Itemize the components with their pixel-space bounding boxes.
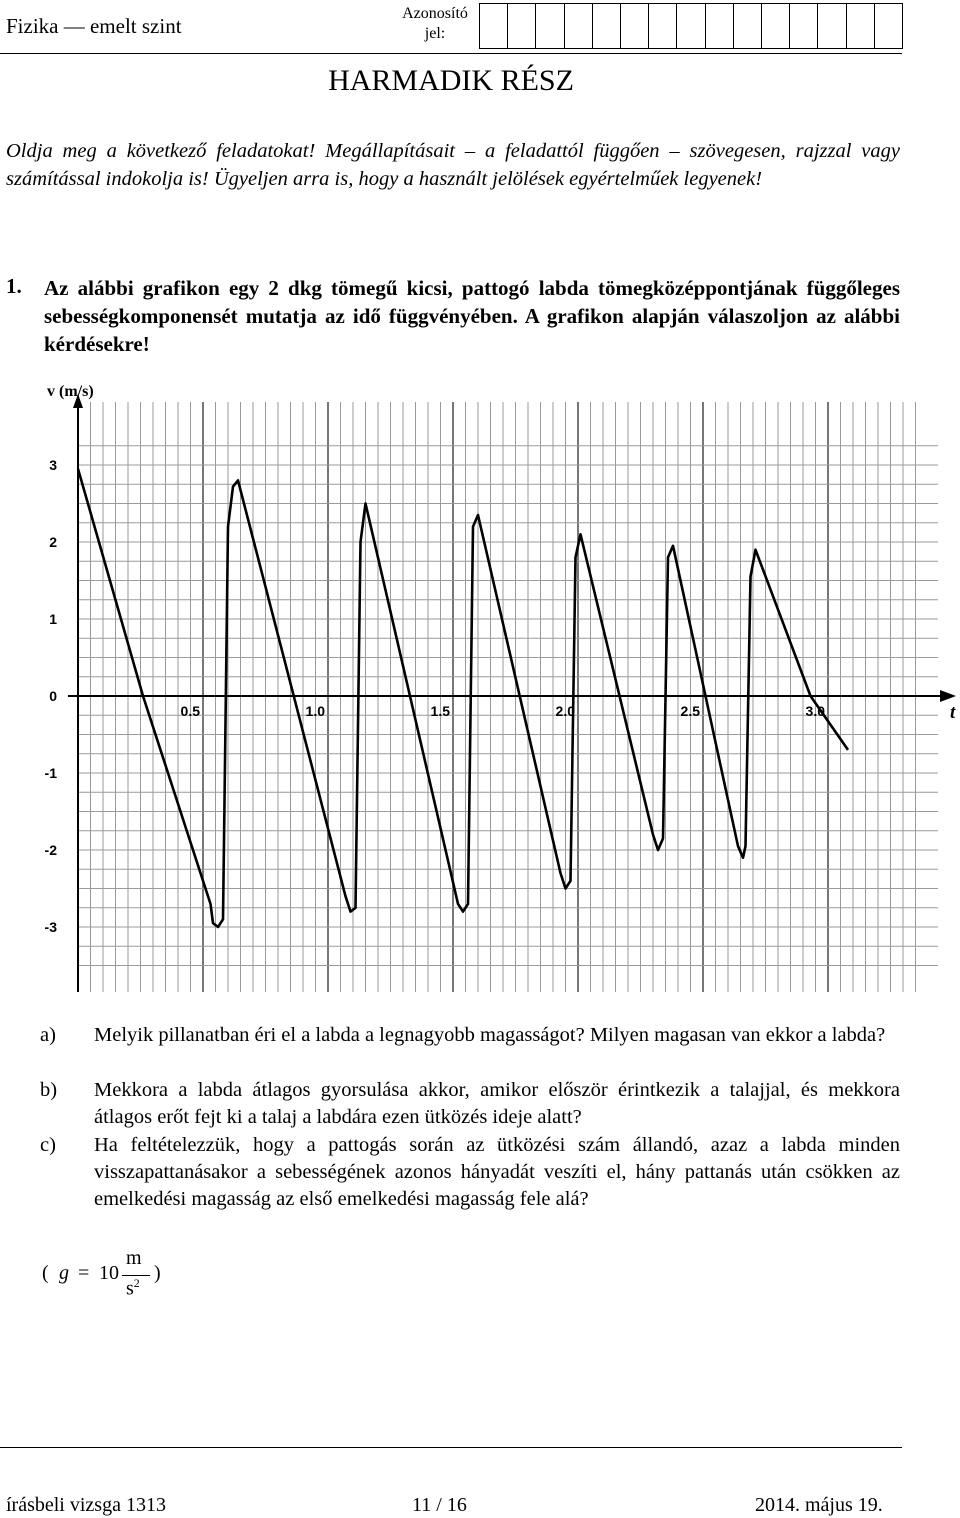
id-label-line1: Azonosító [402,5,468,22]
id-label [395,4,475,44]
formula-unit-numerator: m [126,1247,142,1269]
subq-b-text: Mekkora a labda átlagos gyorsulása akkor, amikor először érintkezik a talajjal, és mekkora átlagos erőt fejt ki a talaj a labdára ezen ütközés ideje alatt? [94,1079,900,1128]
x-tick-label: 3.0 [805,703,825,719]
id-box[interactable] [593,4,621,48]
y-tick-label: 3 [49,457,57,473]
chart-labels [47,383,956,723]
subq-a-text: Melyik pillanatban éri el a labda a legnagyobb magasságot? Milyen magasan van ekkor a labda? [94,1024,886,1046]
velocity-time-chart [0,370,960,1000]
subq-c-text: Ha feltételezzük, hogy a pattogás során az ütközési szám állandó, azaz a labda minden visszapattanásakor a sebességének azonos hányadát veszíti el, hány pattanás után csökken az emelkedési magasság az első emelkedési magasság fele alá? [94,1134,900,1210]
id-box[interactable] [649,4,677,48]
formula-value: 10 [99,1262,119,1284]
header-subject: Fizika — emelt szint [6,14,182,38]
chart-axes [68,394,956,992]
subq-a-label: a) [40,1024,56,1046]
question-number: 1. [6,274,22,298]
id-box[interactable] [508,4,536,48]
formula-open-paren: ( [42,1262,49,1284]
subq-c-label: c) [40,1134,56,1156]
question-text: Az alábbi grafikon egy 2 dkg tömegű kicsi, pattogó labda tömegközéppontjának függőleges sebességkomponensét mutatja az idő függvényében. A grafikon alapján válaszoljon az alábbi kérdésekre! [44,276,900,356]
id-box[interactable] [762,4,790,48]
formula-unit-denominator: $s^2$ [126,1276,140,1300]
x-axis-label: t [950,702,956,723]
x-tick-label: 2.5 [680,703,700,719]
x-tick-label: 2.0 [555,703,575,719]
x-tick-label: 1.0 [305,703,325,719]
id-box[interactable] [875,4,902,48]
id-box[interactable] [847,4,875,48]
x-tick-label: 0.5 [180,703,200,719]
id-box[interactable] [734,4,762,48]
y-axis-label: v (m/s) [47,383,94,400]
velocity-series-line [78,469,848,927]
y-tick-label: 2 [49,534,57,550]
header-divider [0,53,902,54]
id-box[interactable] [565,4,593,48]
id-box[interactable] [621,4,649,48]
formula-unit-exponent: 2 [133,1276,140,1290]
id-box[interactable] [536,4,564,48]
footer-divider [0,1447,902,1448]
instructions: Oldja meg a következő feladatokat! Megállapításait – a feladattól függően – szövegesen, rajzzal vagy számítással indokolja is! Ügyeljen arra is, hogy a használt jelölések egyértelműek legyenek! [6,140,900,190]
part-title: HARMADIK RÉSZ [328,64,574,97]
id-box[interactable] [818,4,846,48]
x-tick-label: 1.5 [430,703,450,719]
id-box[interactable] [480,4,508,48]
x-axis-arrow [940,690,956,702]
formula-close-paren: ) [154,1262,161,1284]
y-tick-label: -3 [44,919,57,935]
chart-series [78,469,848,927]
gravity-formula [42,1247,182,1303]
footer-exam: írásbeli vizsga 1313 [6,1494,166,1516]
formula-equals: = [78,1262,90,1284]
id-box[interactable] [677,4,705,48]
footer-date: 2014. május 19. [755,1494,883,1516]
id-boxes[interactable] [479,3,903,49]
y-tick-label: -2 [44,842,57,858]
y-tick-label: 0 [49,688,57,704]
y-tick-label: -1 [44,765,57,781]
id-box[interactable] [706,4,734,48]
subq-b-label: b) [40,1079,58,1101]
id-label-line2: jel: [424,25,446,42]
footer-page: 11 / 16 [412,1494,467,1516]
formula-symbol: g [59,1262,69,1284]
id-box[interactable] [790,4,818,48]
y-tick-label: 1 [49,611,57,627]
